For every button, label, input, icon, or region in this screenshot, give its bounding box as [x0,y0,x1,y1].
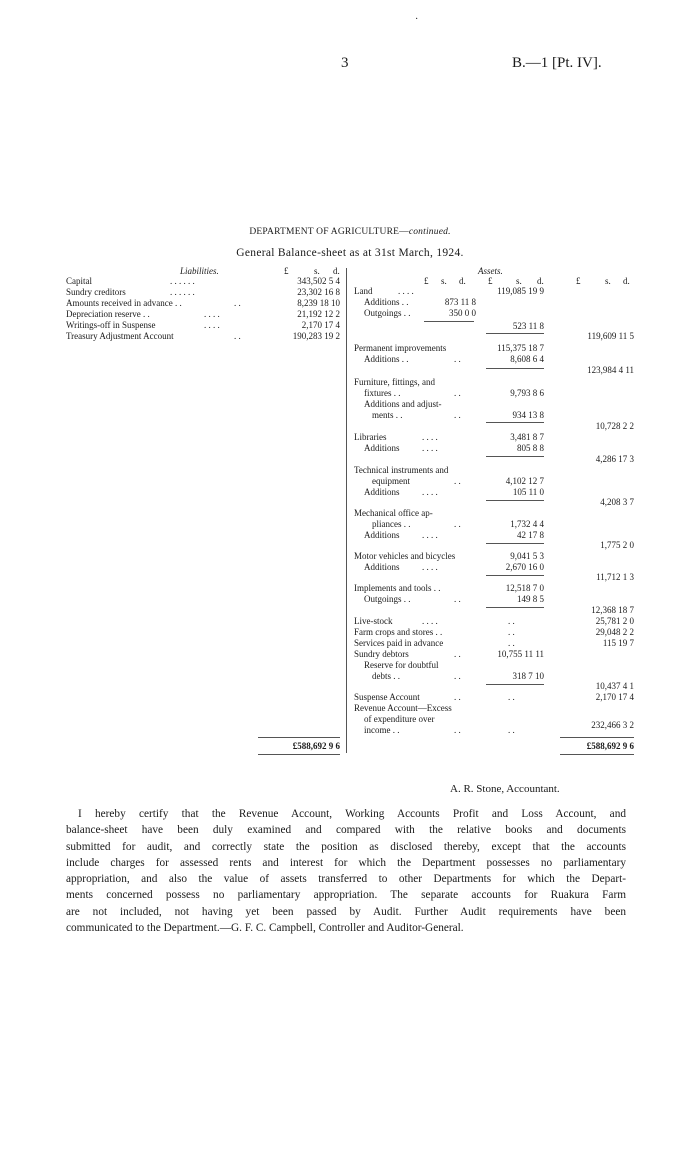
asset-total: £588,692 9 6 [586,741,634,751]
asset-label-implements-outgoings: Outgoings . . [364,594,411,604]
rule [486,575,544,576]
asset-label-services: Services paid in advance [354,638,444,648]
rule [486,684,544,685]
asset-value-mechanical-additions: 42 17 8 [517,530,544,540]
asset-label-livestock: Live-stock [354,616,393,626]
liab-label-writings: Writings-off in Suspense [66,320,156,330]
asset-value-furniture-additions: 934 13 8 [512,410,544,420]
asset-value-services: 115 19 7 [602,638,634,648]
asset-leader: . . [454,725,461,735]
asset-leader: . . . . [422,443,438,453]
asset-leader: . . [454,519,461,529]
liab-total-rule-bottom [258,754,340,755]
asset-value-reserve: 318 7 10 [512,671,544,681]
liab-value-depreciation: 21,192 12 2 [297,309,340,319]
liab-value-advance: 8,239 18 10 [297,298,340,308]
liab-leader: . . . . [204,320,220,330]
certificate-line: include charges for assessed rents and interest for which the Department possesses no parliamentary [66,856,626,869]
liab-label-capital: Capital [66,276,92,286]
asset-leader: . . . . [422,487,438,497]
certificate-line: I hereby certify that the Revenue Account, Working Accounts Profit and Loss Account, and [78,808,626,820]
asset-leader: . . . . [422,616,438,626]
liab-col-d: d. [333,266,340,276]
asset-label-libraries-additions: Additions [364,443,400,453]
asset-col-a-s: s. [441,276,447,286]
asset-label-permanent: Permanent improvements [354,343,447,353]
asset-total-libraries: 4,286 17 3 [595,454,634,464]
asset-value-permanent: 115,375 18 7 [497,343,544,353]
asset-leader: . . [454,388,461,398]
asset-label-motor-additions: Additions [364,562,400,572]
liab-value-capital: 343,502 5 4 [297,276,340,286]
asset-label-mechanical-additions: Additions [364,530,400,540]
document-reference: B.—1 [Pt. IV]. [512,55,602,71]
asset-col-c-d: d. [623,276,630,286]
asset-col-c-s: s. [605,276,611,286]
asset-leader: . . [508,725,515,735]
asset-label-furniture-4: ments . . [372,410,403,420]
liab-leader: . . [234,298,241,308]
asset-label-land: Land [354,286,373,296]
liab-leader: . . . . . . [170,287,195,297]
accountant-signature: A. R. Stone, Accountant. [450,783,560,795]
liab-value-treasury: 190,283 19 2 [292,331,340,341]
column-divider [346,268,347,753]
asset-leader: . . . . [422,562,438,572]
asset-leader: . . [454,671,461,681]
rule [486,368,544,369]
asset-total-motor: 11,712 1 3 [596,572,634,582]
liabilities-heading: Liabilities. [180,266,219,276]
asset-total-land: 119,609 11 5 [587,331,634,341]
certificate-line: communicated to the Department.—G. F. C. Campbell, Controller and Auditor-General. [66,922,464,935]
asset-col-b-s: s. [516,276,522,286]
rule [486,607,544,608]
asset-total-debtors: 10,437 4 1 [595,681,634,691]
asset-label-revenue-2: of expenditure over [364,714,435,724]
asset-value-implements-outgoings: 149 8 5 [517,594,544,604]
asset-label-reserve-1: Reserve for doubtful [364,660,439,670]
asset-leader: . . . . [398,286,414,296]
asset-value-land: 119,085 19 9 [497,286,544,296]
liab-label-depreciation: Depreciation reserve . . [66,309,150,319]
asset-col-a-pound: £ [424,276,429,286]
asset-label-revenue-1: Revenue Account—Excess [354,703,452,713]
asset-label-land-outgoings: Outgoings . . [364,308,411,318]
asset-leader: . . [454,354,461,364]
rule [486,422,544,423]
asset-value-libraries: 3,481 8 7 [510,432,544,442]
asset-leader: . . [508,627,515,637]
rule [486,333,544,334]
asset-value-technical-additions: 105 11 0 [512,487,544,497]
certificate-line: submitted for audit, and correctly state the position as disclosed thereby, except that the accounts [66,840,626,853]
asset-label-technical-2: equipment [372,476,410,486]
liab-total-rule [258,737,340,738]
asset-label-furniture-3: Additions and adjust- [364,399,442,409]
asset-total-furniture: 10,728 2 2 [595,421,634,431]
asset-total-rule-bottom [560,754,634,755]
asset-label-motor: Motor vehicles and bicycles [354,551,456,561]
certificate-line: are not included, not having yet been passed by Audit. Further Audit requirements have been [66,905,626,918]
asset-leader: . . [508,692,515,702]
liab-value-writings: 2,170 17 4 [301,320,340,330]
asset-value-implements: 12,518 7 0 [505,583,544,593]
title-continued: continued. [408,227,451,237]
asset-label-suspense: Suspense Account [354,692,420,702]
liab-label-advance: Amounts received in advance . . [66,298,182,308]
asset-leader: . . [454,692,461,702]
asset-leader: . . [454,410,461,420]
asset-value-libraries-additions: 805 8 8 [517,443,544,453]
liab-total: £588,692 9 6 [292,741,340,751]
asset-label-implements: Implements and tools . . [354,583,441,593]
asset-label-debtors: Sundry debtors [354,649,409,659]
liab-leader: . . . . . . [170,276,195,286]
asset-total-technical: 4,208 3 7 [600,497,634,507]
asset-col-b-d: d. [537,276,544,286]
asset-col-a-d: d. [459,276,466,286]
asset-total-implements: 12,368 18 7 [591,605,634,615]
asset-leader: . . . . [422,530,438,540]
liab-label-treasury: Treasury Adjustment Account [66,331,174,341]
asset-label-land-additions: Additions . . [364,297,409,307]
asset-value-motor: 9,041 5 3 [510,551,544,561]
asset-value-land-outgoings: 350 0 0 [449,308,476,318]
asset-value-land-additions: 873 11 8 [444,297,476,307]
liab-leader: . . [234,331,241,341]
asset-label-permanent-additions: Additions . . [364,354,409,364]
asset-label-technical-1: Technical instruments and [354,465,449,475]
rule [486,500,544,501]
asset-total-mechanical: 1,775 2 0 [600,540,634,550]
asset-value-technical: 4,102 12 7 [505,476,544,486]
liab-col-s: s. [314,266,320,276]
asset-leader: . . [454,649,461,659]
asset-label-furniture-1: Furniture, fittings, and [354,377,435,387]
asset-label-mechanical-2: pliances . . [372,519,411,529]
balance-sheet-subtitle: General Balance-sheet as at 31st March, 1924. [236,247,464,259]
asset-label-technical-additions: Additions [364,487,400,497]
liab-leader: . . . . [204,309,220,319]
certificate-line: ments concerned possess no parliamentary appropriation. The separate accounts for Ruakura Farm [66,889,626,902]
asset-total-rule [560,737,634,738]
asset-label-reserve-2: debts . . [372,671,400,681]
asset-leader: . . [454,594,461,604]
asset-label-furniture-2: fixtures . . [364,388,401,398]
asset-leader: . . [508,638,515,648]
rule [486,456,544,457]
asset-value-permanent-additions: 8,608 6 4 [510,354,544,364]
speck: · [415,14,419,25]
asset-value-mechanical: 1,732 4 4 [510,519,544,529]
assets-heading: Assets. [478,266,503,276]
asset-value-land-net: 523 11 8 [512,321,544,331]
title-main: DEPARTMENT OF AGRICULTURE— [249,227,409,237]
asset-col-c-pound: £ [576,276,581,286]
liab-label-creditors: Sundry creditors [66,287,126,297]
asset-label-mechanical-1: Mechanical office ap- [354,508,433,518]
liab-value-creditors: 23,302 16 8 [297,287,340,297]
asset-value-farm: 29,048 2 2 [595,627,634,637]
asset-value-furniture: 9,793 8 6 [510,388,544,398]
asset-label-libraries: Libraries [354,432,387,442]
asset-value-motor-additions: 2,670 16 0 [505,562,544,572]
liab-col-pound: £ [284,266,289,276]
department-title [0,227,700,237]
asset-label-revenue-3: income . . [364,725,400,735]
asset-leader: . . . . [422,432,438,442]
asset-value-revenue: 232,466 3 2 [591,720,634,730]
asset-leader: . . [508,616,515,626]
asset-value-debtors: 10,755 11 11 [497,649,544,659]
asset-col-b-pound: £ [488,276,493,286]
asset-label-farm: Farm crops and stores . . [354,627,443,637]
certificate-line: balance-sheet have been duly examined and compared with the relative books and documents [66,824,626,837]
rule [486,543,544,544]
page-number: 3 [341,55,349,71]
asset-value-suspense: 2,170 17 4 [595,692,634,702]
asset-value-livestock: 25,781 2 0 [595,616,634,626]
audit-certificate [66,806,626,936]
asset-leader: . . [454,476,461,486]
certificate-line: appropriation, and also the value of assets transferred to other Departments for which the Depart- [66,873,626,886]
asset-total-permanent: 123,984 4 11 [587,365,634,375]
